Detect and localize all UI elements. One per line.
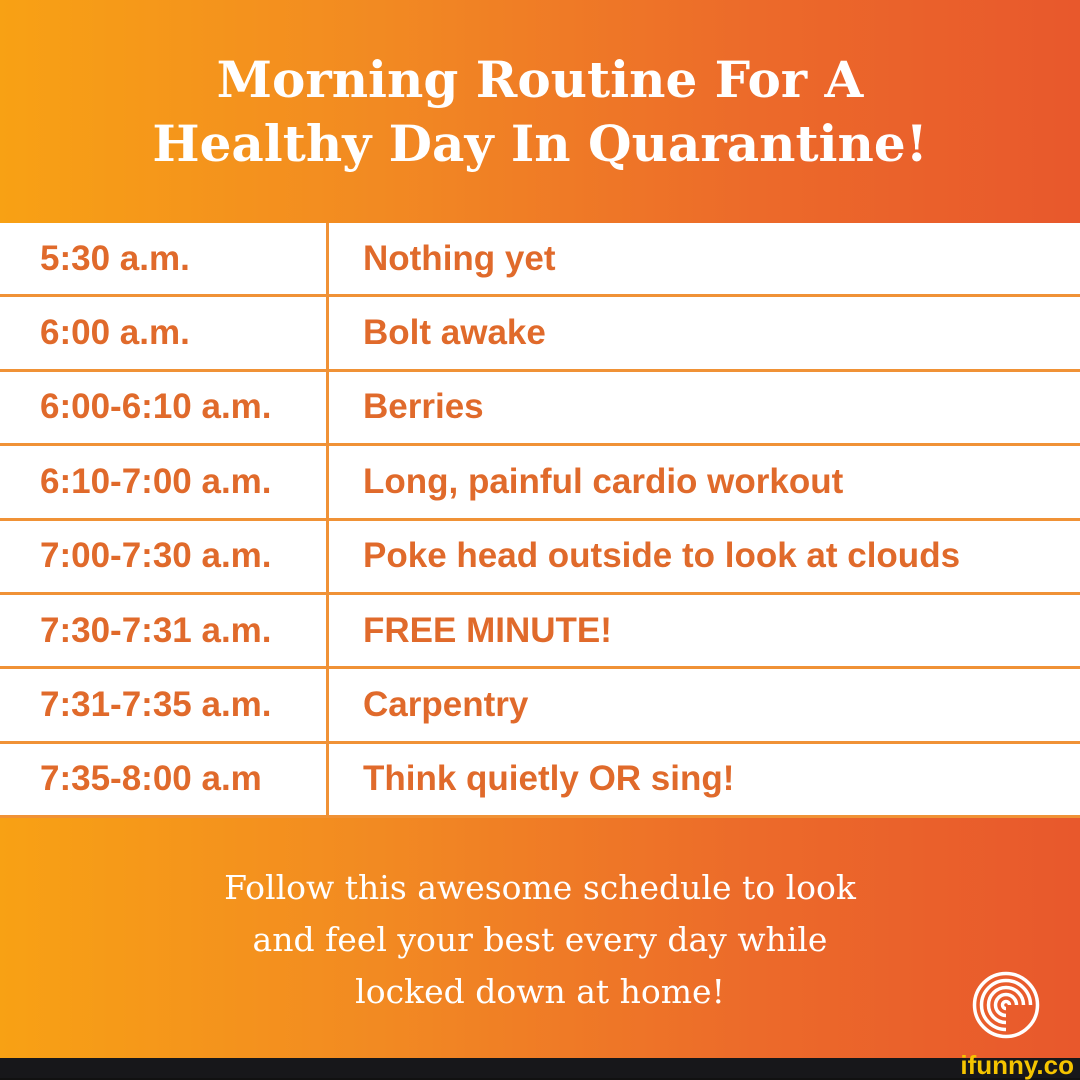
- table-row: [0, 223, 1080, 297]
- footer-line-1: Follow this awesome schedule to look: [224, 868, 856, 907]
- activity-cell: Nothing yet: [363, 238, 556, 278]
- table-row: [0, 297, 1080, 371]
- ifunny-watermark: ifunny.co: [960, 1050, 1074, 1080]
- table-row: [0, 669, 1080, 743]
- footer-line-2: and feel your best every day while: [252, 920, 828, 959]
- column-divider: [326, 223, 329, 818]
- page-title: [0, 48, 1080, 176]
- activity-cell: Long, painful cardio workout: [363, 461, 844, 501]
- table-row: [0, 372, 1080, 446]
- activity-cell: FREE MINUTE!: [363, 610, 612, 650]
- schedule-table: [0, 223, 1080, 818]
- activity-cell: Berries: [363, 387, 484, 427]
- footer-text: [0, 862, 1080, 1018]
- title-line-1: Morning Routine For A: [216, 50, 864, 109]
- time-cell: 6:00-6:10 a.m.: [40, 387, 272, 427]
- table-row: [0, 446, 1080, 520]
- activity-cell: Bolt awake: [363, 313, 546, 353]
- time-cell: 6:00 a.m.: [40, 313, 190, 353]
- watermark-bar: [0, 1058, 1080, 1078]
- time-cell: 7:30-7:31 a.m.: [40, 610, 272, 650]
- activity-cell: Poke head outside to look at clouds: [363, 536, 961, 576]
- time-cell: 5:30 a.m.: [40, 238, 190, 278]
- time-cell: 6:10-7:00 a.m.: [40, 461, 272, 501]
- title-line-2: Healthy Day In Quarantine!: [152, 114, 928, 173]
- time-cell: 7:35-8:00 a.m: [40, 759, 262, 799]
- activity-cell: Think quietly OR sing!: [363, 759, 735, 799]
- time-cell: 7:00-7:30 a.m.: [40, 536, 272, 576]
- footer-line-3: locked down at home!: [355, 972, 725, 1011]
- time-cell: 7:31-7:35 a.m.: [40, 685, 272, 725]
- activity-cell: Carpentry: [363, 685, 529, 725]
- table-row: [0, 595, 1080, 669]
- table-row: [0, 521, 1080, 595]
- table-row: [0, 744, 1080, 818]
- spiral-logo-icon: [966, 970, 1046, 1040]
